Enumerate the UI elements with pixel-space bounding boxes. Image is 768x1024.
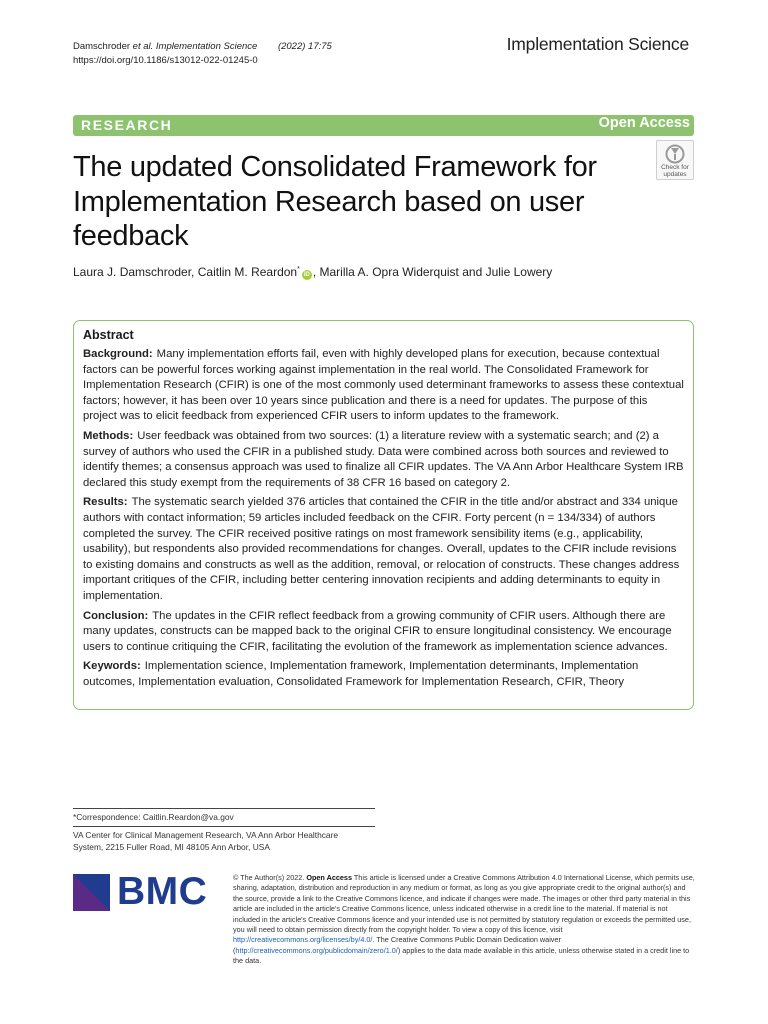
- abstract-methods: [83, 429, 684, 491]
- orcid-icon[interactable]: iD: [303, 272, 310, 278]
- affiliation-note: VA Center for Clinical Management Research, VA Ann Arbor Healthcare System, 2215 Fuller Road, MI 48105 Ann Arbor, USA: [73, 830, 339, 852]
- bmc-logo: [73, 870, 213, 914]
- open-access-label: Open Access: [598, 115, 690, 131]
- keywords-text: Implementation science, Implementation framework, Implementation determinants, Implementation outcomes, Implementation evaluation, Consolidated Framework for Implementation Research, CFIR, Theory: [83, 660, 639, 688]
- license-link-cc0[interactable]: http://creativecommons.org/publicdomain/zero/1.0/: [235, 945, 398, 955]
- abstract-keywords: [83, 659, 684, 690]
- abstract-box: [73, 320, 694, 710]
- results-text: The systematic search yielded 376 articles that contained the CFIR in the title and/or abstract and 334 unique authors with contact information; 59 articles included feedback on the CFIR. Forty percent (n = 134/334) of authors completed the survey. The CFIR received positive ratings on most framework sensibility items (e.g., applicability, usability), but respondents also provided recommendations for changes. Overall, updates to the CFIR include revisions to existing domains and constructs as well as the addition, removal, or relocation of constructs. These changes address important critiques of the CFIR, including better centering innovation recipients and adding determinants to equity in implementation.: [83, 496, 680, 602]
- conclusion-text: The updates in the CFIR reflect feedback from a growing community of CFIR users. Although there are many updates, constructs can be mapped back to the original CFIR to ensure longitudinal consistency. We encourage users to continue critiquing the CFIR, facilitating the evolution of the framework as implementation science advances.: [83, 609, 672, 653]
- citation-journal: et al. Implementation Science: [132, 41, 258, 52]
- license-body: This article is licensed under a Creative Commons Attribution 4.0 International License, which permits use, sharing, adaptation, distribution and reproduction in any medium or format, as long as you give appropriate credit to the original author(s) and the source, provide a link to the Creative Commons licence, and indicate if changes were made. The images or other third party material in this article are included in the article's Creative Commons licence, unless indicated otherwise in a credit line to the material. If material is not included in the article's Creative Commons licence and your intended use is not permitted by statutory regulation or exceeds the permitted use, you will need to obtain permission directly from the copyright holder. To view a copy of this licence, visit: [233, 873, 695, 935]
- author-list: [73, 265, 552, 280]
- license-mid: . The Creative Commons Public Domain Dedication waiver (: [233, 935, 561, 955]
- article-type-banner: [73, 115, 694, 136]
- authors-part1: Laura J. Damschroder, Caitlin M. Reardon: [73, 265, 298, 279]
- methods-text: User feedback was obtained from two sources: (1) a literature review with a systematic search; and (2) a survey of authors who used the CFIR in a published study. Data were combined across both sources and reviewed to identify themes; a consensus approach was used to finalize all CFIR updates. The VA Ann Arbor Healthcare System IRB declared this study exempt from the requirements of 38 CFR 16 based on category 2.: [83, 429, 684, 489]
- abstract-heading: Abstract: [83, 328, 134, 342]
- background-label: Background:: [83, 348, 153, 360]
- license-end: ) applies to the data made available in this article, unless otherwise stated in a credit line to the data.: [233, 945, 690, 966]
- article-title: The updated Consolidated Framework for Implementation Research based on user feedback: [73, 151, 597, 252]
- check-for-updates-button[interactable]: [656, 140, 694, 180]
- results-label: Results:: [83, 496, 128, 509]
- check-updates-icon: [664, 144, 686, 164]
- bmc-wordmark: BMC: [117, 870, 208, 913]
- journal-name: Implementation Science: [506, 34, 689, 54]
- bmc-logo-mark: [73, 874, 110, 911]
- abstract-conclusion: [83, 609, 684, 656]
- citation-header: [73, 40, 332, 68]
- methods-label: Methods:: [83, 429, 134, 442]
- abstract-results: [83, 495, 684, 604]
- background-text: Many implementation efforts fail, even with highly developed plans for execution, because contextual factors can be powerful forces working against implementation in the real world. The Consolidated Framework for Implementation Research (CFIR) is one of the most commonly used determinant frameworks to assess these contextual factors; however, it has been over 10 years since publication and there is a need for updates. The purpose of this project was to elicit feedback from experienced CFIR users to inform updates to the framework.: [83, 348, 684, 423]
- doi-link[interactable]: https://doi.org/10.1186/s13012-022-01245-0: [73, 55, 258, 66]
- authors-part2: , Marilla A. Opra Widerquist and Julie Lowery: [312, 265, 553, 279]
- correspondence-note: *Correspondence: Caitlin.Reardon@va.gov: [73, 812, 234, 822]
- check-updates-line2: updates: [663, 171, 687, 178]
- license-statement: [233, 873, 695, 967]
- keywords-label: Keywords:: [83, 660, 141, 673]
- corresponding-mark: *: [297, 266, 300, 273]
- citation-year: (2022) 17:75: [277, 41, 332, 52]
- license-open-access: Open Access: [306, 873, 352, 882]
- license-link-cc-by[interactable]: http://creativecommons.org/licenses/by/4.0/: [233, 935, 373, 945]
- license-prefix: © The Author(s) 2022.: [233, 873, 307, 882]
- abstract-background: [83, 347, 684, 425]
- article-type-label: RESEARCH: [81, 117, 173, 133]
- check-updates-line1: Check for: [661, 164, 689, 171]
- citation-authors: Damschroder: [73, 41, 133, 52]
- footnote-divider: [73, 808, 375, 809]
- conclusion-label: Conclusion:: [83, 609, 149, 622]
- affiliation-divider: [73, 826, 375, 827]
